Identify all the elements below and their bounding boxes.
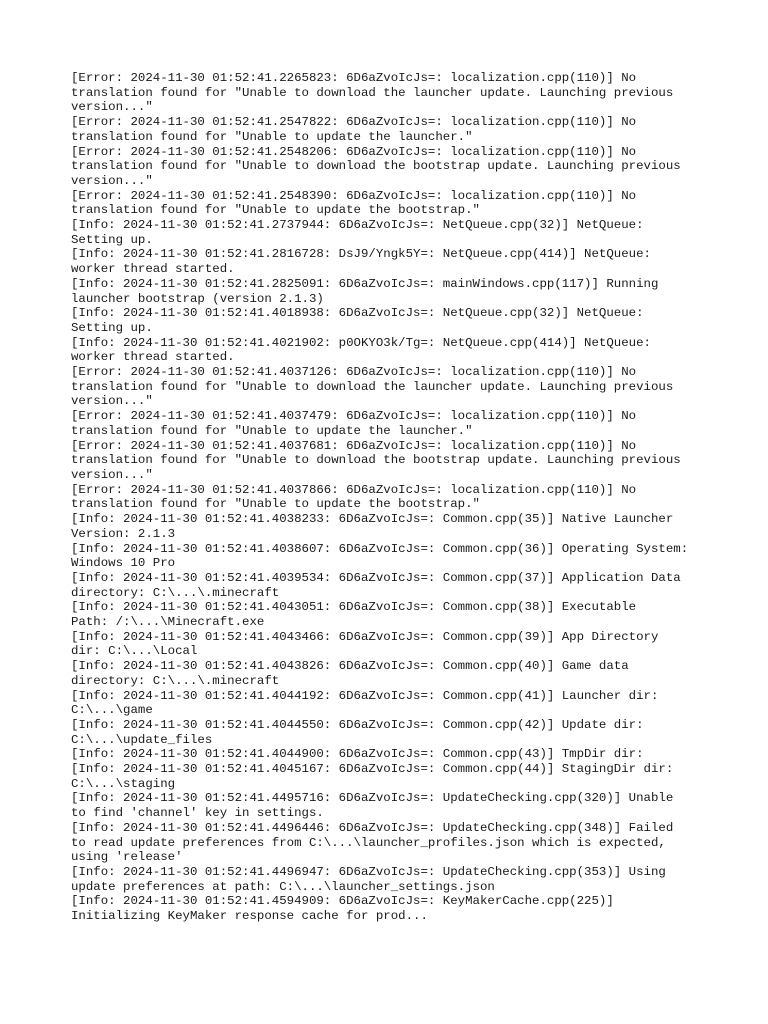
log-line: worker thread started. [71, 350, 235, 365]
log-line: Initializing KeyMaker response cache for prod... [71, 909, 428, 924]
log-line: version..." [71, 467, 153, 482]
log-line: [Error: 2024-11-30 01:52:41.4037479: 6D6aZvoIcJs=: localization.cpp(110)] No [71, 409, 637, 424]
log-line: [Error: 2024-11-30 01:52:41.4037866: 6D6aZvoIcJs=: localization.cpp(110)] No [71, 482, 637, 497]
log-line: [Error: 2024-11-30 01:52:41.2548390: 6D6aZvoIcJs=: localization.cpp(110)] No [71, 188, 637, 203]
log-line: using 'release' [71, 850, 183, 865]
log-line: [Info: 2024-11-30 01:52:41.4043051: 6D6aZvoIcJs=: Common.cpp(38)] Executable [71, 600, 637, 615]
log-line: version..." [71, 173, 153, 188]
log-line: [Info: 2024-11-30 01:52:41.2825091: 6D6aZvoIcJs=: mainWindows.cpp(117)] Running [71, 276, 659, 291]
log-line: update preferences at path: C:\...\launcher_settings.json [71, 879, 495, 894]
log-line: [Info: 2024-11-30 01:52:41.4496446: 6D6aZvoIcJs=: UpdateChecking.cpp(348)] Failed [71, 820, 674, 835]
log-line: [Info: 2024-11-30 01:52:41.4021902: p0OKYO3k/Tg=: NetQueue.cpp(414)] NetQueue: [71, 335, 651, 350]
log-line: [Info: 2024-11-30 01:52:41.4018938: 6D6aZvoIcJs=: NetQueue.cpp(32)] NetQueue: [71, 306, 644, 321]
log-line: Setting up. [71, 320, 153, 335]
log-line: translation found for "Unable to download the bootstrap update. Launching previous [71, 159, 681, 174]
log-line: [Info: 2024-11-30 01:52:41.4496947: 6D6aZvoIcJs=: UpdateChecking.cpp(353)] Using [71, 864, 666, 879]
log-line: Setting up. [71, 232, 153, 247]
log-line: [Info: 2024-11-30 01:52:41.4594909: 6D6aZvoIcJs=: KeyMakerCache.cpp(225)] [71, 894, 614, 909]
log-line: [Info: 2024-11-30 01:52:41.4043466: 6D6aZvoIcJs=: Common.cpp(39)] App Directory [71, 629, 659, 644]
log-line: [Info: 2024-11-30 01:52:41.4043826: 6D6aZvoIcJs=: Common.cpp(40)] Game data [71, 659, 629, 674]
log-line: dir: C:\...\Local [71, 644, 198, 659]
log-line: to find 'channel' key in settings. [71, 806, 324, 821]
log-line: [Info: 2024-11-30 01:52:41.4044900: 6D6aZvoIcJs=: Common.cpp(43)] TmpDir dir: [71, 747, 644, 762]
log-line: directory: C:\...\.minecraft [71, 673, 280, 688]
log-document [71, 71, 711, 924]
log-line: launcher bootstrap (version 2.1.3) [71, 291, 324, 306]
log-line: directory: C:\...\.minecraft [71, 585, 280, 600]
log-line: Version: 2.1.3 [71, 526, 176, 541]
log-line: [Info: 2024-11-30 01:52:41.4045167: 6D6aZvoIcJs=: Common.cpp(44)] StagingDir dir: [71, 762, 674, 777]
log-line: translation found for "Unable to update the bootstrap." [71, 203, 480, 218]
log-line: C:\...\update_files [71, 732, 213, 747]
log-line: C:\...\game [71, 703, 153, 718]
log-line: translation found for "Unable to download the bootstrap update. Launching previous [71, 453, 681, 468]
log-line: translation found for "Unable to update the launcher." [71, 423, 473, 438]
log-line: Path: /:\...\Minecraft.exe [71, 615, 265, 630]
log-line: [Error: 2024-11-30 01:52:41.2265823: 6D6aZvoIcJs=: localization.cpp(110)] No [71, 71, 637, 85]
log-line: translation found for "Unable to download the launcher update. Launching previous [71, 85, 674, 100]
log-line: [Error: 2024-11-30 01:52:41.2548206: 6D6aZvoIcJs=: localization.cpp(110)] No [71, 144, 637, 159]
log-line: [Info: 2024-11-30 01:52:41.4044192: 6D6aZvoIcJs=: Common.cpp(41)] Launcher dir: [71, 688, 659, 703]
log-line: version..." [71, 394, 153, 409]
log-line: [Error: 2024-11-30 01:52:41.4037126: 6D6aZvoIcJs=: localization.cpp(110)] No [71, 365, 637, 380]
log-line: [Info: 2024-11-30 01:52:41.4044550: 6D6aZvoIcJs=: Common.cpp(42)] Update dir: [71, 717, 644, 732]
log-line: worker thread started. [71, 262, 235, 277]
log-line: [Info: 2024-11-30 01:52:41.4039534: 6D6aZvoIcJs=: Common.cpp(37)] Application Data [71, 570, 681, 585]
log-line: C:\...\staging [71, 776, 176, 791]
log-line: [Error: 2024-11-30 01:52:41.4037681: 6D6aZvoIcJs=: localization.cpp(110)] No [71, 438, 637, 453]
log-line: Windows 10 Pro [71, 556, 176, 571]
log-line: version..." [71, 100, 153, 115]
log-line: to read update preferences from C:\...\launcher_profiles.json which is expected, [71, 835, 666, 850]
log-line: [Info: 2024-11-30 01:52:41.2816728: DsJ9/Yngk5Y=: NetQueue.cpp(414)] NetQueue: [71, 247, 651, 262]
log-line: translation found for "Unable to update the launcher." [71, 129, 473, 144]
log-line: [Error: 2024-11-30 01:52:41.2547822: 6D6aZvoIcJs=: localization.cpp(110)] No [71, 115, 637, 130]
log-line: [Info: 2024-11-30 01:52:41.2737944: 6D6aZvoIcJs=: NetQueue.cpp(32)] NetQueue: [71, 218, 644, 233]
log-line: [Info: 2024-11-30 01:52:41.4038607: 6D6aZvoIcJs=: Common.cpp(36)] Operating System: [71, 541, 689, 556]
log-line: [Info: 2024-11-30 01:52:41.4495716: 6D6aZvoIcJs=: UpdateChecking.cpp(320)] Unable [71, 791, 674, 806]
log-line: [Info: 2024-11-30 01:52:41.4038233: 6D6aZvoIcJs=: Common.cpp(35)] Native Launcher [71, 512, 674, 527]
log-line: translation found for "Unable to download the launcher update. Launching previous [71, 379, 674, 394]
log-line: translation found for "Unable to update the bootstrap." [71, 497, 480, 512]
